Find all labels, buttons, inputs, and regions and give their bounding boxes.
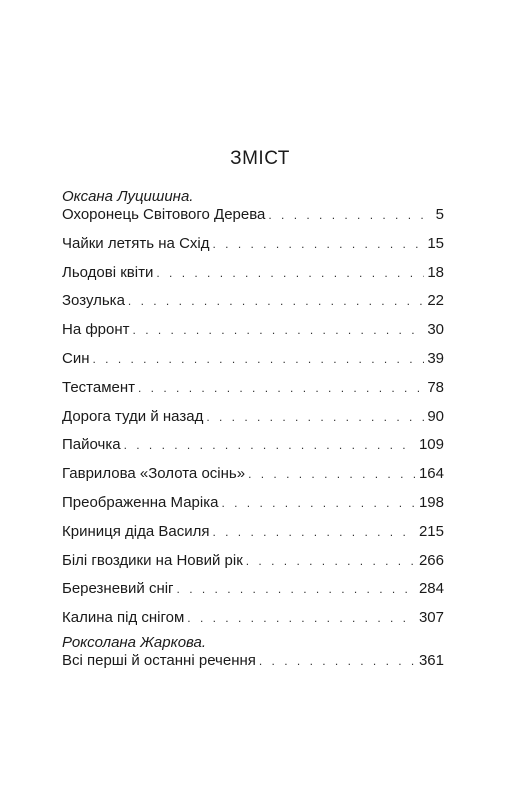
- entry-title: Тестамент: [62, 378, 136, 396]
- entry-page-number: 109: [418, 436, 444, 454]
- entry-page-number: 90: [427, 407, 444, 425]
- entry-title: Гаврилова «Золота осінь»: [62, 465, 246, 483]
- toc-entry[interactable]: [62, 436, 444, 465]
- dot-leader: [133, 321, 425, 339]
- toc-entry[interactable]: [62, 206, 444, 235]
- entry-title: Березневий сніг: [62, 580, 174, 598]
- entry-page-number: 15: [427, 234, 444, 252]
- dot-leader: [93, 350, 425, 368]
- toc-section: [62, 188, 444, 638]
- toc-entry[interactable]: [62, 580, 444, 609]
- toc-entry[interactable]: [62, 494, 444, 523]
- entry-page-number: 22: [427, 292, 444, 310]
- toc-entry[interactable]: [62, 652, 444, 681]
- dot-leader: [248, 465, 416, 483]
- entry-page-number: 215: [418, 522, 444, 540]
- dot-leader: [259, 652, 416, 670]
- dot-leader: [156, 264, 424, 282]
- entry-title: На фронт: [62, 321, 130, 339]
- toc-entry[interactable]: [62, 552, 444, 581]
- dot-leader: [177, 580, 416, 598]
- entry-title: Преображенна Маріка: [62, 493, 219, 511]
- dot-leader: [212, 523, 416, 541]
- toc-entry[interactable]: [62, 321, 444, 350]
- toc-entry[interactable]: [62, 523, 444, 552]
- toc-entry[interactable]: [62, 292, 444, 321]
- entry-page-number: 164: [418, 465, 444, 483]
- entry-title: Калина під снігом: [62, 609, 185, 627]
- entry-page-number: 5: [435, 206, 444, 223]
- dot-leader: [128, 292, 424, 310]
- entry-title: Пайочка: [62, 436, 121, 454]
- dot-leader: [246, 552, 416, 570]
- toc-entry[interactable]: [62, 379, 444, 408]
- dot-leader: [221, 494, 416, 512]
- table-of-contents: [62, 188, 444, 681]
- dot-leader: [124, 436, 416, 454]
- toc-entry[interactable]: [62, 235, 444, 264]
- entry-page-number: 307: [418, 609, 444, 627]
- section-author: Роксолана Жаркова.: [62, 633, 207, 651]
- toc-entry[interactable]: [62, 465, 444, 494]
- entry-page-number: 198: [418, 493, 444, 511]
- dot-leader: [187, 609, 416, 627]
- entry-page-number: 30: [427, 321, 444, 339]
- entry-title: Всі перші й останні речення: [62, 651, 256, 669]
- dot-leader: [206, 408, 424, 426]
- entry-page-number: 284: [418, 580, 444, 598]
- toc-entry[interactable]: [62, 350, 444, 379]
- entry-page-number: 39: [427, 349, 444, 367]
- entry-title: Чайки летять на Схід: [62, 234, 210, 252]
- entry-title: Білі гвоздики на Новий рік: [62, 551, 243, 569]
- dot-leader: [268, 206, 432, 224]
- entry-title: Дорога туди й назад: [62, 407, 204, 425]
- dot-leader: [212, 235, 424, 253]
- toc-entry[interactable]: [62, 408, 444, 437]
- entry-page-number: 18: [427, 263, 444, 281]
- section-author: Оксана Луцишина.: [62, 188, 194, 205]
- page-title: ЗМІСТ: [230, 148, 290, 169]
- toc-section: [62, 634, 444, 681]
- entry-title: Зозулька: [62, 292, 125, 310]
- entry-page-number: 361: [418, 651, 444, 669]
- entry-title: Син: [62, 349, 90, 367]
- entry-title: Криниця діда Василя: [62, 522, 210, 540]
- entry-page-number: 266: [418, 551, 444, 569]
- dot-leader: [138, 379, 424, 397]
- toc-entry[interactable]: [62, 264, 444, 293]
- entry-page-number: 78: [427, 378, 444, 396]
- entry-title: Льодові квіти: [62, 263, 154, 281]
- entry-title: Охоронець Світового Дерева: [62, 206, 266, 223]
